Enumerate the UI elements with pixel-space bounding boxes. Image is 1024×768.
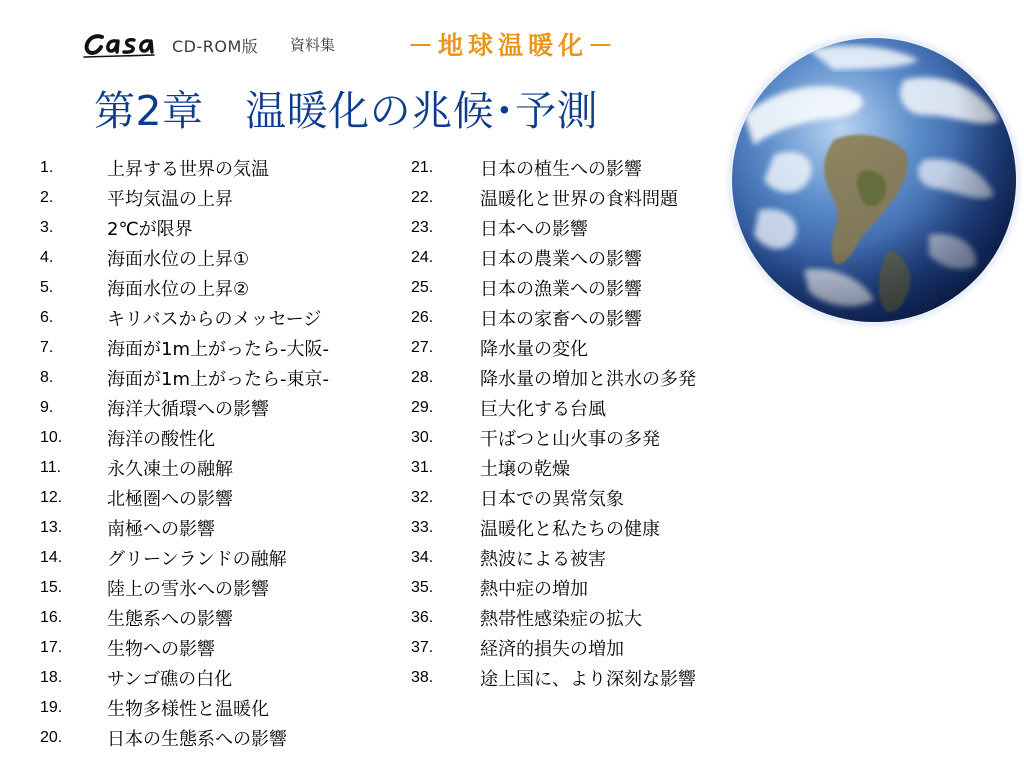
toc-item-title: 上昇する世界の気温: [107, 159, 269, 180]
toc-item-title: 途上国に、より深刻な影響: [480, 669, 696, 690]
toc-item-number: 20.: [40, 729, 63, 746]
toc-item-title: 陸上の雪氷への影響: [107, 579, 269, 600]
toc-item-number: 8.: [40, 369, 54, 386]
toc-item-title: 日本の生態系への影響: [107, 729, 287, 750]
toc-item-title: グリーンランドの融解: [107, 549, 287, 570]
cdrom-label: CD-ROM版: [172, 37, 259, 56]
toc-item-title: 温暖化と世界の食料問題: [480, 189, 678, 210]
toc-item-number: 29.: [411, 399, 434, 416]
toc-item-number: 37.: [411, 639, 434, 656]
toc-item-title: キリバスからのメッセージ: [107, 309, 322, 330]
toc-item-number: 15.: [40, 579, 63, 596]
toc-item-title: 熱帯性感染症の拡大: [480, 609, 642, 630]
toc-item: [411, 543, 696, 573]
toc-item-number: 34.: [411, 549, 434, 566]
toc-item: [40, 633, 329, 663]
toc-item-number: 5.: [40, 279, 54, 296]
toc-item-number: 2.: [40, 189, 54, 206]
toc-item-number: 38.: [411, 669, 434, 686]
toc-item-title: 巨大化する台風: [480, 399, 606, 420]
toc-item: [40, 573, 329, 603]
toc-item-number: 18.: [40, 669, 63, 686]
toc-item-number: 17.: [40, 639, 63, 656]
toc-item: [40, 603, 329, 633]
earth-globe-image: [714, 20, 1024, 330]
toc-item: [40, 363, 329, 393]
toc-item: [40, 513, 329, 543]
toc-item-title: 土壌の乾燥: [480, 459, 570, 480]
toc-item-title: 日本での異常気象: [480, 489, 624, 510]
toc-item: [411, 483, 696, 513]
toc-item: [411, 603, 696, 633]
toc-item-title: 海面が1m上がったら-大阪-: [107, 339, 329, 360]
toc-item-title: 温暖化と私たちの健康: [480, 519, 660, 540]
toc-item-title: 日本の植生への影響: [480, 159, 642, 180]
toc-item-number: 22.: [411, 189, 434, 206]
toc-item: [40, 243, 329, 273]
toc-item: [411, 453, 696, 483]
toc-item: [40, 693, 329, 723]
toc-item: [411, 273, 696, 303]
toc-item: [40, 483, 329, 513]
casa-logo: [80, 30, 162, 60]
toc-item: [40, 393, 329, 423]
toc-item-title: 海洋の酸性化: [107, 429, 215, 450]
toc-item-title: 生態系への影響: [107, 609, 233, 630]
toc-item-number: 32.: [411, 489, 434, 506]
collection-label: 資料集: [290, 36, 336, 54]
toc-item-title: 南極への影響: [107, 519, 215, 540]
toc-item-number: 4.: [40, 249, 54, 266]
toc-item-title: 日本の家畜への影響: [480, 309, 642, 330]
toc-item: [411, 333, 696, 363]
toc-item-number: 26.: [411, 309, 434, 326]
toc-item-title: 永久凍土の融解: [107, 459, 233, 480]
toc-item-title: 日本への影響: [480, 219, 588, 240]
toc-item-number: 35.: [411, 579, 434, 596]
toc-item-title: 平均気温の上昇: [107, 189, 233, 210]
toc-item-title: 日本の漁業への影響: [480, 279, 642, 300]
toc-item-title: 日本の農業への影響: [480, 249, 642, 270]
toc-item-number: 11.: [40, 459, 62, 476]
toc-item-number: 9.: [40, 399, 54, 416]
toc-item: [40, 183, 329, 213]
toc-item-title: 熱波による被害: [480, 549, 606, 570]
toc-item: [411, 663, 696, 693]
toc-item: [40, 453, 329, 483]
toc-item: [40, 303, 329, 333]
toc-list-right: [411, 153, 696, 693]
toc-item-number: 27.: [411, 339, 434, 356]
toc-item: [411, 633, 696, 663]
toc-item-number: 12.: [40, 489, 63, 506]
toc-item: [40, 333, 329, 363]
toc-item-title: 海面水位の上昇①: [107, 249, 250, 270]
toc-item: [411, 363, 696, 393]
toc-item-number: 14.: [40, 549, 63, 566]
toc-item-title: 生物への影響: [107, 639, 215, 660]
toc-item-title: 経済的損失の増加: [480, 639, 624, 660]
toc-item-number: 13.: [40, 519, 63, 536]
toc-list-left: [40, 153, 329, 753]
toc-item: [411, 423, 696, 453]
toc-item-number: 33.: [411, 519, 434, 536]
toc-item-number: 10.: [40, 429, 63, 446]
toc-item: [411, 243, 696, 273]
toc-item-number: 6.: [40, 309, 54, 326]
toc-item: [411, 153, 696, 183]
toc-item: [411, 183, 696, 213]
chapter-title: 第2章 温暖化の兆候･予測: [94, 87, 599, 135]
toc-item-title: 2℃が限界: [107, 219, 193, 240]
toc-item: [40, 543, 329, 573]
toc-item-number: 31.: [411, 459, 434, 476]
toc-item: [411, 513, 696, 543]
toc-item-number: 1.: [40, 159, 54, 176]
toc-item: [411, 213, 696, 243]
toc-item: [40, 153, 329, 183]
toc-item-title: 北極圏への影響: [107, 489, 233, 510]
toc-item-title: 海面水位の上昇②: [107, 279, 250, 300]
toc-item-number: 25.: [411, 279, 434, 296]
toc-item-title: 生物多様性と温暖化: [107, 699, 269, 720]
toc-item: [40, 663, 329, 693]
toc-item-number: 30.: [411, 429, 434, 446]
toc-item-number: 16.: [40, 609, 63, 626]
toc-item-title: サンゴ礁の白化: [107, 669, 233, 690]
toc-item: [411, 393, 696, 423]
toc-item: [40, 423, 329, 453]
toc-item-title: 海洋大循環への影響: [107, 399, 269, 420]
toc-item: [40, 723, 329, 753]
toc-item: [411, 573, 696, 603]
toc-item-title: 熱中症の増加: [480, 579, 588, 600]
toc-item-number: 21.: [411, 159, 434, 176]
toc-item-number: 24.: [411, 249, 434, 266]
toc-item-title: 海面が1m上がったら-東京-: [107, 369, 329, 390]
toc-item-title: 干ばつと山火事の多発: [480, 429, 660, 450]
toc-item-number: 3.: [40, 219, 54, 236]
toc-item: [40, 213, 329, 243]
toc-item-title: 降水量の増加と洪水の多発: [480, 369, 696, 390]
toc-item-title: 降水量の変化: [480, 339, 588, 360]
toc-item-number: 36.: [411, 609, 434, 626]
theme-title: －地球温暖化－: [408, 31, 619, 60]
toc-item-number: 19.: [40, 699, 63, 716]
toc-item: [40, 273, 329, 303]
toc-item-number: 7.: [40, 339, 54, 356]
toc-item-number: 28.: [411, 369, 434, 386]
toc-item-number: 23.: [411, 219, 434, 236]
toc-item: [411, 303, 696, 333]
